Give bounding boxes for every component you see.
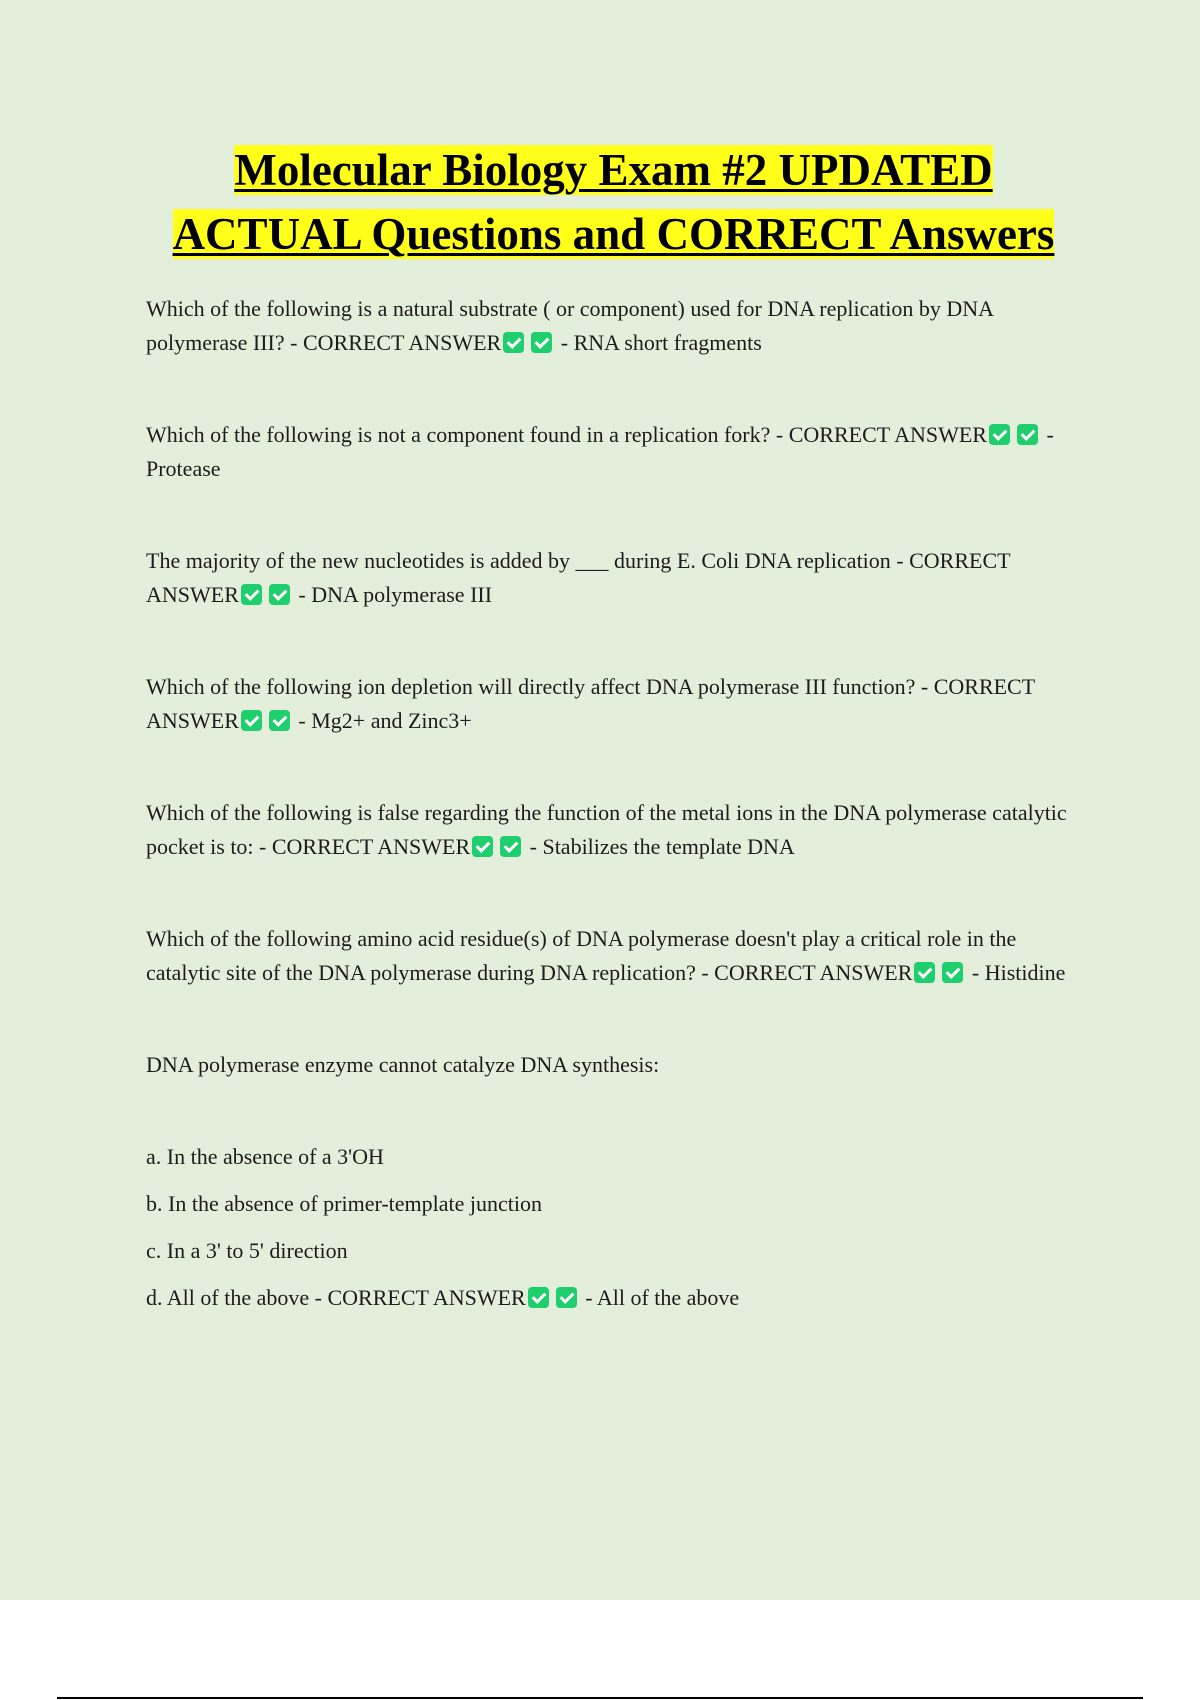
check-mark-icon [914,962,935,983]
check-mark-icon [942,962,963,983]
check-mark-icon [1017,424,1038,445]
check-mark-icon [503,332,524,353]
check-mark-icon [528,1287,549,1308]
qa-item-1: Which of the following is a natural substrate ( or component) used for DNA replication by DNA polymerase III? - CORRECT ANSWER - RNA short fragments [146,296,993,355]
answer-marker: CORRECT ANSWER [146,674,1035,733]
check-mark-icon [556,1287,577,1308]
option-d-text: d. All of the above - [146,1285,328,1310]
check-mark-icon [241,710,262,731]
question-text: Which of the following is not a component found in a replication fork? - [146,422,789,447]
check-mark-icon [241,584,262,605]
answer-text: DNA polymerase III [311,582,493,607]
answer-text: Stabilizes the template DNA [542,834,795,859]
answer-marker: CORRECT ANSWER [714,960,913,985]
answer-text: All of the above [596,1285,740,1310]
qa-item-5: Which of the following is false regarding the function of the metal ions in the DNA polymerase catalytic pocket is to: - CORRECT ANSWER - Stabilizes the template DNA [146,800,1067,859]
title-block [146,138,1081,266]
check-mark-icon [269,710,290,731]
document-title: Molecular Biology Exam #2 UPDATED ACTUAL Questions and CORRECT Answers [172,145,1055,259]
qa-item-4: Which of the following ion depletion will directly affect DNA polymerase III function? - CORRECT ANSWER - Mg2+ and Zinc3+ [146,674,1035,733]
option-b: b. In the absence of primer-template junction [146,1191,543,1216]
multi-question-stem: DNA polymerase enzyme cannot catalyze DNA synthesis: [146,1052,660,1077]
check-mark-icon [472,836,493,857]
check-mark-icon [531,332,552,353]
option-d: d. All of the above - CORRECT ANSWER - All of the above [146,1285,740,1310]
check-mark-icon [500,836,521,857]
answer-text: Mg2+ and Zinc3+ [311,708,472,733]
qa-item-2: Which of the following is not a component found in a replication fork? - CORRECT ANSWER - Protease [146,422,1054,481]
qa-item-6: Which of the following amino acid residue(s) of DNA polymerase doesn't play a critical role in the catalytic site of the DNA polymerase during DNA replication? - CORRECT ANSWER - Histidine [146,926,1066,985]
answer-text: RNA short fragments [573,330,762,355]
document-content [146,138,1081,1328]
question-text: The majority of the new nucleotides is added by ___ during E. Coli DNA replication - [146,548,910,573]
answer-text: Protease [146,456,221,481]
footer-divider [57,1697,1143,1699]
answer-marker: CORRECT ANSWER [146,548,1011,607]
option-a: a. In the absence of a 3'OH [146,1144,384,1169]
qa-item-3: The majority of the new nucleotides is added by ___ during E. Coli DNA replication - CORRECT ANSWER - DNA polymerase III [146,548,1011,607]
answer-marker: CORRECT ANSWER [271,834,471,859]
check-mark-icon [989,424,1010,445]
answer-marker: CORRECT ANSWER [302,330,502,355]
question-text: Which of the following is a natural substrate ( or component) used for DNA replication by DNA polymerase III? - [146,296,993,355]
question-text: Which of the following ion depletion will directly affect DNA polymerase III function? - [146,674,934,699]
question-text: Which of the following is false regarding the function of the metal ions in the DNA polymerase catalytic pocket is to: - [146,800,1067,859]
answer-text: Histidine [984,960,1066,985]
answer-marker: CORRECT ANSWER [327,1285,526,1310]
question-text: Which of the following amino acid residue(s) of DNA polymerase doesn't play a critical role in the catalytic site of the DNA polymerase during DNA replication? - [146,926,1017,985]
answer-marker: CORRECT ANSWER [788,422,987,447]
check-mark-icon [269,584,290,605]
option-c: c. In a 3' to 5' direction [146,1238,348,1263]
